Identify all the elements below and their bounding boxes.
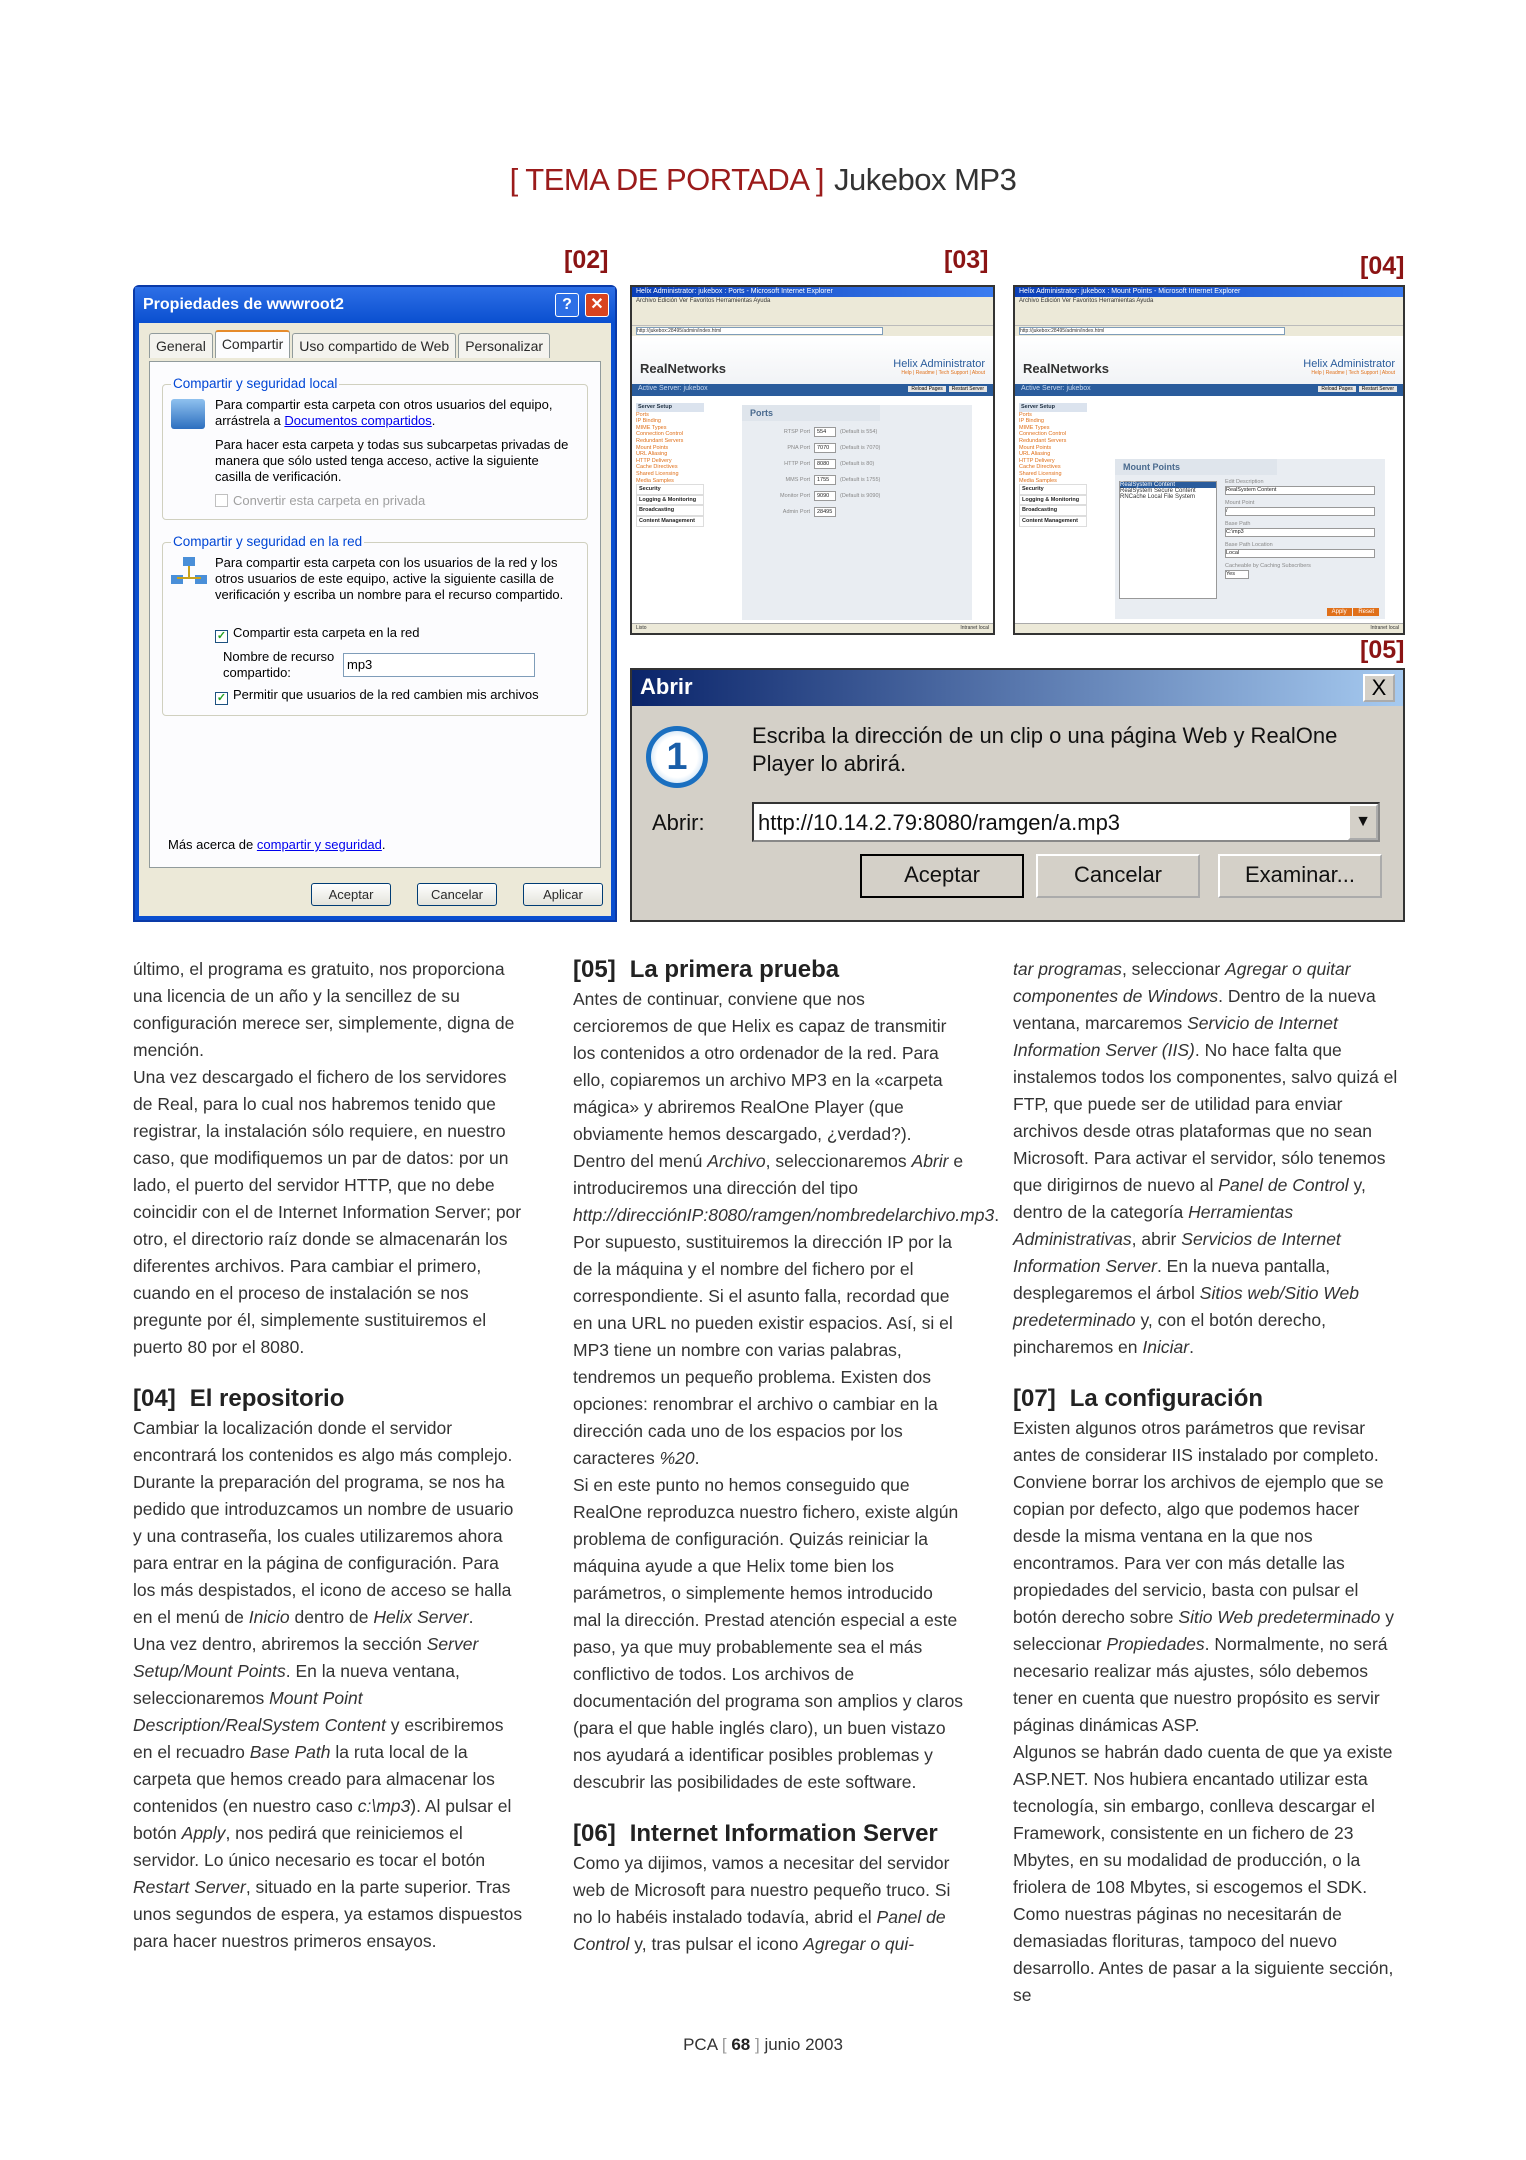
paragraph — [573, 1850, 965, 1958]
side-nav-group[interactable]: Broadcasting — [636, 505, 704, 516]
port-default-note: (Default is 7070) — [840, 445, 881, 451]
local-sharing-group: Compartir y seguridad local Para compartir esta carpeta con otros usuarios del equipo, arrástrela a Documentos compartidos. Para hacer esta carpeta y todas sus subcarpetas privadas de manera que sólo usted tenga acceso, active la siguiente casilla de verificación. Convertir esta carpeta en privada — [162, 384, 588, 520]
port-input[interactable]: 554 — [814, 427, 836, 437]
side-nav-item[interactable]: Connection Control — [1019, 431, 1067, 438]
section-number: [04] — [133, 1385, 176, 1412]
properties-dialog: Propiedades de wwwroot2 ? ✕ General Compartir Uso compartido de Web Personalizar Compartir y seguridad local Para compartir esta carpeta con otros usuarios del equipo, arrástrela a Documentos compartidos. Para hacer esta carpeta y todas sus subcarpetas privadas de manera que sólo usted tenga acceso, active la siguiente casilla de verificación. Convertir esta carpeta en privada Compartir y seguridad en la red Para compartir esta carpeta con los usuarios de la red y los otros usuarios de este equipo, active la siguiente casilla de verificación y escriba un nombre para el recurso compartido. ✓ Compartir esta carpeta en la red Nombre de recurso compartido: mp3 ✓ Permitir que usuarios de la red cambien mis archivos Más acerca de compartir y seguridad. Aceptar Cancelar Aplicar — [133, 285, 617, 922]
side-nav-group[interactable]: Logging & Monitoring — [636, 495, 704, 506]
emphasis-text: Herramientas Administrativas — [1013, 1202, 1294, 1249]
emphasis-text: Restart Server — [133, 1877, 246, 1897]
side-nav-item[interactable]: Shared Licensing — [1019, 470, 1062, 477]
side-nav-item[interactable]: Cache Directives — [1019, 464, 1061, 471]
emphasis-text: http://direcciónIP:8080/ramgen/nombredelarchivo.mp3 — [573, 1205, 995, 1225]
group-label: Compartir y seguridad en la red — [173, 534, 363, 549]
emphasis-text: Sitios web/Sitio Web predeterminado — [1013, 1283, 1359, 1330]
port-row — [742, 507, 972, 517]
side-nav-item[interactable]: Ports — [1019, 411, 1032, 418]
side-nav-item[interactable]: Ports — [636, 411, 649, 418]
side-nav-item[interactable]: Mount Points — [1019, 444, 1052, 451]
dialog-title: Propiedades de wwwroot2 — [135, 287, 615, 323]
section-heading — [573, 1820, 965, 1848]
emphasis-text: Mount Point Description/RealSystem Content — [133, 1688, 386, 1735]
port-input[interactable]: 28495 — [814, 507, 836, 517]
side-nav-item[interactable]: IP Binding — [1019, 418, 1044, 425]
magazine-name: PCA — [683, 2035, 718, 2054]
field-label: Cacheable by Caching Subscribers — [1225, 563, 1311, 569]
page-number: 68 — [731, 2035, 751, 2054]
body-text: , seleccionaremos — [765, 1151, 912, 1171]
active-server: Active Server: jukebox — [1021, 385, 1091, 392]
body-text: Si en este punto no hemos conseguido que RealOne reproduzca nuestro fichero, existe algún problema de configuración. Quizás reiniciar la máquina ayude a que Helix tome bien los parámetros, o simplemente hemos introducido mal la dirección. Prestad atención especial a este paso, ya que muy probablemente sea el más conflictivo de todos. Los archivos de documentación del programa son amplios y claros (para el que hable inglés claro), un buen vistazo nos ayudará a identificar posibles problemas y descubrir las posibilidades de este software. — [573, 1475, 964, 1792]
side-nav-item[interactable]: HTTP Delivery — [1019, 457, 1055, 464]
product-name: Helix Administrator — [893, 358, 985, 370]
field-label: Base Path — [1225, 521, 1251, 527]
private-checkbox[interactable]: Convertir esta carpeta en privada — [215, 493, 577, 509]
window-title: Helix Administrator: jukebox : Mount Points - Microsoft Internet Explorer — [1015, 287, 1403, 297]
emphasis-text: Base Path — [249, 1742, 331, 1762]
help-links[interactable]: Help | Readme | Tech Support | About — [1311, 370, 1395, 376]
body-text: . — [694, 1448, 700, 1468]
port-label: Admin Port — [782, 509, 810, 515]
body-text: . En la nueva pantalla, desplegaremos el árbol — [1013, 1256, 1331, 1303]
paragraph — [133, 1631, 525, 1955]
zone-text: Intranet local — [960, 625, 989, 631]
section-number: [05] — [573, 956, 616, 983]
port-label: HTTP Port — [784, 461, 810, 467]
network-text: Para compartir esta carpeta con los usuarios de la red y los otros usuarios de este equipo, active la siguiente casilla de verificación y escriba un nombre para el recurso compartido. — [215, 555, 564, 602]
port-input[interactable]: 9090 — [814, 491, 836, 501]
address-bar[interactable]: http://jukebox:28495/admin/index.html — [636, 327, 883, 335]
side-nav-item[interactable]: URL Aliasing — [636, 451, 668, 458]
side-head: Server Setup — [636, 403, 704, 412]
body-text: . En la nueva ventana, seleccionaremos — [133, 1661, 460, 1708]
section-title: El repositorio — [189, 1385, 345, 1412]
tab-personalizar[interactable]: Personalizar — [458, 333, 550, 358]
emphasis-text: Agregar o qui- — [803, 1934, 915, 1954]
emphasis-text: Propiedades — [1106, 1634, 1205, 1654]
list-item[interactable]: RNCache Local File System — [1120, 494, 1196, 500]
paragraph — [133, 1064, 525, 1361]
article-title: Jukebox MP3 — [834, 162, 1017, 197]
dialog-title: Abrir — [632, 670, 1403, 706]
mount-point-input[interactable]: / — [1225, 507, 1375, 516]
field-label: Base Path Location — [1225, 542, 1273, 548]
side-nav-item[interactable]: HTTP Delivery — [636, 457, 672, 464]
body-text: , nos pedirá que reiniciemos el servidor. Lo único necesario es tocar el botón — [133, 1823, 486, 1870]
body-text: Antes de continuar, conviene que nos cercioremos de que Helix es capaz de transmitir los contenidos a otro ordenador de la red. Para ello, copiaremos un archivo MP3 en la «carpeta mágica» y abriremos RealOne Player (que obviamente hemos descargado, ¿verdad?). Dentro del menú — [573, 989, 947, 1171]
body-text: y, con el botón derecho, pincharemos en — [1013, 1310, 1326, 1357]
section-number: [06] — [573, 1820, 616, 1847]
emphasis-text: Archivo — [707, 1151, 766, 1171]
emphasis-text: Helix Server — [373, 1607, 469, 1627]
body-text: último, el programa es gratuito, nos proporciona una licencia de un año y la sencillez de su configuración merece ser, simplemente, digna de mención. — [133, 959, 515, 1060]
active-server: Active Server: jukebox — [638, 385, 708, 392]
section-heading — [573, 956, 965, 984]
side-nav-group[interactable]: Broadcasting — [1019, 505, 1087, 516]
body-text: . Por supuesto, sustituiremos la dirección IP por la de la máquina y el nombre del fichero por el correspondiente. Si el asunto falla, recordad que en una URL no pueden existir espacios. Así, si el MP3 tiene un nombre con varias palabras, tendremos un pequeño problema. Existen dos opciones: renombrar el archivo o cambiar en la dirección cada uno de los espacios por los caracteres — [573, 1205, 1000, 1468]
paragraph — [573, 1472, 965, 1796]
side-nav-item[interactable]: Media Samples — [636, 477, 674, 484]
emphasis-text: Sitio Web predeterminado — [1178, 1607, 1381, 1627]
body-text: y seleccionar — [1013, 1607, 1395, 1654]
body-text: , seleccionar — [1121, 959, 1226, 979]
computer-icon — [171, 399, 205, 429]
port-label: RTSP Port — [783, 429, 810, 435]
figure-label-04: [04] — [1360, 252, 1405, 280]
brand-logo: RealNetworks — [1023, 361, 1109, 376]
helix-ports-screenshot — [630, 285, 995, 635]
network-sharing-group — [162, 534, 588, 716]
emphasis-text: Panel de Control — [573, 1907, 946, 1954]
emphasis-text: Panel de Control — [1218, 1175, 1349, 1195]
side-nav — [636, 403, 704, 527]
share-name-label: Nombre de recurso compartido: — [223, 649, 335, 680]
section-heading — [133, 1385, 525, 1413]
local-text: Para compartir esta carpeta con otros usuarios del equipo, arrástrela a — [215, 397, 553, 428]
paragraph — [573, 986, 1000, 1472]
brand-logo: RealNetworks — [640, 361, 726, 376]
zone-text: Intranet local — [1370, 625, 1399, 631]
body-text: , abrir — [1131, 1229, 1182, 1249]
open-label: Abrir: — [652, 810, 705, 835]
panel-title: Mount Points — [1115, 459, 1277, 475]
cancel-button[interactable]: Cancelar — [1036, 854, 1200, 898]
port-default-note: (Default is 80) — [840, 461, 875, 467]
product-name: Helix Administrator — [1303, 358, 1395, 370]
cacheable-select[interactable]: Yes — [1225, 570, 1249, 579]
share-name-input[interactable]: mp3 — [343, 653, 535, 677]
tab-compartir[interactable]: Compartir — [215, 330, 290, 358]
base-path-input[interactable]: C:\mp3 — [1225, 528, 1375, 537]
reload-button[interactable]: Reload Pages — [1318, 386, 1355, 392]
ok-button[interactable]: Aceptar — [860, 854, 1024, 898]
paragraph — [133, 956, 525, 1064]
port-default-note: (Default is 1755) — [840, 477, 881, 483]
edit-description-input[interactable]: RealSystem Content — [1225, 486, 1375, 495]
paragraph — [133, 1415, 525, 1631]
browse-button[interactable]: Examinar... — [1218, 854, 1382, 898]
emphasis-text: Servicio de Internet Information Server (IIS) — [1013, 1013, 1338, 1060]
side-nav-item[interactable]: Media Samples — [1019, 477, 1057, 484]
address-bar[interactable]: http://jukebox:28495/admin/index.html — [1019, 327, 1285, 335]
help-links[interactable]: Help | Readme | Tech Support | About — [901, 370, 985, 376]
helix-mounts-screenshot — [1013, 285, 1405, 635]
port-row — [742, 459, 972, 469]
side-nav-group[interactable]: Logging & Monitoring — [1019, 495, 1087, 506]
apply-button[interactable]: Apply — [1327, 608, 1352, 616]
section-title: Internet Information Server — [629, 1820, 938, 1847]
side-head: Server Setup — [1019, 403, 1087, 412]
body-text: . — [468, 1607, 474, 1627]
paragraph — [1013, 956, 1405, 1361]
article-column-2 — [573, 956, 1000, 1958]
open-dialog — [630, 668, 1405, 922]
list-item[interactable]: RealSystem Content — [1120, 482, 1216, 488]
status-text: Listo — [636, 625, 647, 631]
side-nav-item[interactable]: Redundant Servers — [1019, 437, 1067, 444]
body-text: dentro de — [289, 1607, 374, 1627]
port-input[interactable]: 7070 — [814, 443, 836, 453]
restart-button[interactable]: Restart Server — [1359, 386, 1397, 392]
apply-button[interactable]: Aplicar — [523, 883, 603, 906]
side-nav-item[interactable]: Mount Points — [636, 444, 669, 451]
window-title: Helix Administrator: jukebox : Ports - Microsoft Internet Explorer — [632, 287, 993, 297]
article-column-3 — [1013, 956, 1405, 2009]
page-footer: PCA [ 68 ] junio 2003 — [683, 2035, 843, 2054]
body-text: . Normalmente, no será necesario realizar más ajustes, sólo debemos tener en cuenta que nuestro propósito es servir páginas dinámicas ASP. — [1013, 1634, 1388, 1735]
section-number: [07] — [1013, 1385, 1056, 1412]
port-row — [742, 443, 972, 453]
share-checkbox[interactable]: ✓ Compartir esta carpeta en la red — [216, 625, 420, 642]
body-text: Una vez dentro, abriremos la sección — [133, 1634, 427, 1654]
body-text: e introduciremos una dirección del tipo — [573, 1151, 964, 1198]
issue-date: junio 2003 — [764, 2035, 843, 2054]
port-input[interactable]: 1755 — [814, 475, 836, 485]
emphasis-text: Iniciar — [1142, 1337, 1190, 1357]
port-label: Monitor Port — [780, 493, 810, 499]
mounts-panel — [1115, 459, 1385, 619]
emphasis-text: Inicio — [248, 1607, 290, 1627]
figure-label-02: [02] — [564, 246, 609, 274]
close-button[interactable]: X — [1363, 674, 1395, 702]
tab-general[interactable]: General — [149, 333, 213, 358]
paragraph — [1013, 1739, 1405, 2009]
section-label: [ TEMA DE PORTADA ] — [509, 162, 825, 197]
more-text: Más acerca de — [168, 837, 254, 852]
side-nav-group[interactable]: Content Management — [1019, 516, 1087, 527]
figure-label-03: [03] — [944, 246, 989, 274]
sharing-security-link[interactable]: compartir y seguridad — [256, 837, 382, 852]
reset-button[interactable]: Reset — [1353, 608, 1379, 616]
port-row — [742, 491, 972, 501]
field-label: Edit Description — [1225, 479, 1264, 485]
panel-title: Ports — [742, 405, 880, 421]
field-label: Mount Point — [1225, 500, 1255, 506]
info-icon: 1 — [646, 726, 708, 788]
paragraph — [1013, 1415, 1405, 1739]
section-title: La configuración — [1069, 1385, 1264, 1412]
body-text: y, tras pulsar el icono — [629, 1934, 804, 1954]
side-nav — [1019, 403, 1087, 527]
body-text: y, dentro de la categoría — [1013, 1175, 1366, 1222]
allow-changes-checkbox[interactable]: ✓ Permitir que usuarios de la red cambien mis archivos — [216, 687, 539, 704]
toolbar — [1015, 306, 1403, 326]
figure-label-05: [05] — [1360, 636, 1405, 664]
body-text: Una vez descargado el fichero de los servidores de Real, para lo cual nos habremos tenido que registrar, la instalación sólo requiere, en nuestro caso, que modifiquemos un par de datos: por un lado, el puerto del servidor HTTP, que no debe coincidir con el de Internet Information Server; por otro, el directorio raíz donde se almacenarán los diferentes archivos. Para cambiar el primero, cuando en el proceso de instalación se nos pregunte por él, simplemente sustituiremos el puerto 80 por el 8080. — [133, 1067, 522, 1357]
port-default-note: (Default is 554) — [840, 429, 878, 435]
emphasis-text: %20 — [659, 1448, 695, 1468]
emphasis-text: Servicios de Internet Information Server — [1013, 1229, 1341, 1276]
ok-button[interactable]: Aceptar — [311, 883, 391, 906]
location-select[interactable]: Local — [1225, 549, 1375, 558]
section-heading — [1013, 1385, 1405, 1413]
section-title: La primera prueba — [629, 956, 840, 983]
emphasis-text: Abrir — [911, 1151, 949, 1171]
side-nav-item[interactable]: Redundant Servers — [636, 437, 684, 444]
side-nav-group[interactable]: Content Management — [636, 516, 704, 527]
article-column-1 — [133, 956, 525, 1955]
port-label: MMS Port — [785, 477, 810, 483]
port-input[interactable]: 8080 — [814, 459, 836, 469]
group-label: Compartir y seguridad local — [173, 376, 338, 391]
network-icon — [171, 557, 207, 587]
side-nav-item[interactable]: IP Binding — [636, 418, 661, 425]
side-nav-item[interactable]: Shared Licensing — [636, 470, 679, 477]
body-text: Cambiar la localización donde el servidor encontrará los contenidos es algo más complejo. Durante la preparación del programa, se nos ha pedido que introduzcamos un nombre de usuario y una contraseña, los cuales utilizaremos ahora para entrar en la página de configuración. Para los más despistados, el icono de acceso se halla en el menú de — [133, 1418, 514, 1627]
tab-web-sharing[interactable]: Uso compartido de Web — [292, 333, 456, 358]
reload-button[interactable]: Reload Pages — [908, 386, 945, 392]
side-nav-item[interactable]: Connection Control — [636, 431, 684, 438]
body-text: ). Al pulsar el botón — [133, 1796, 512, 1843]
port-row — [742, 427, 972, 437]
help-button[interactable]: ? — [555, 293, 579, 317]
emphasis-text: tar programas — [1013, 959, 1122, 979]
page-header — [0, 162, 1526, 198]
close-button[interactable]: ✕ — [585, 293, 609, 317]
emphasis-text: Agregar o quitar componentes de Windows — [1013, 959, 1351, 1006]
body-text: . No hace falta que instalemos todos los componentes, salvo quizá el FTP, que puede ser de utilidad para enviar archivos desde otras plataformas que no sean Microsoft. Para activar el servidor, sólo tenemos que dirigirnos de nuevo al — [1013, 1040, 1398, 1195]
emphasis-text: c:\mp3 — [357, 1796, 411, 1816]
cancel-button[interactable]: Cancelar — [417, 883, 497, 906]
dialog-message: Escriba la dirección de un clip o una página Web y RealOne Player lo abrirá. — [752, 723, 1338, 776]
restart-button[interactable]: Restart Server — [949, 386, 987, 392]
toolbar — [632, 306, 993, 326]
menu-bar: Archivo Edición Ver Favoritos Herramientas Ayuda — [632, 297, 993, 306]
url-value[interactable]: http://10.14.2.79:8080/ramgen/a.mp3 — [758, 810, 1121, 835]
side-nav-group[interactable]: Security — [1019, 484, 1087, 495]
side-nav-item[interactable]: Cache Directives — [636, 464, 678, 471]
emphasis-text: Server Setup/Mount Points — [133, 1634, 479, 1681]
side-nav-item[interactable]: MIME Types — [636, 424, 667, 431]
body-text: y escribiremos en el recuadro — [133, 1715, 504, 1762]
shared-docs-link[interactable]: Documentos compartidos — [284, 413, 432, 428]
side-nav-item[interactable]: MIME Types — [1019, 424, 1050, 431]
mount-list[interactable] — [1119, 481, 1217, 599]
port-row — [742, 475, 972, 485]
side-nav-group[interactable]: Security — [636, 484, 704, 495]
side-nav-item[interactable]: URL Aliasing — [1019, 451, 1051, 458]
body-text: Algunos se habrán dado cuenta de que ya existe ASP.NET. Nos hubiera encantado utilizar esta tecnología, sin embargo, conlleva descargar el Framework, consistente en un fichero de 23 Mbytes, en su modalidad de producción, o la friolera de 108 Mbytes, si escogemos el SDK. Como nuestras páginas no necesitarán de demasiadas florituras, tampoco del nuevo desarrollo. Antes de pasar a la siguiente sección, se — [1013, 1742, 1394, 2005]
chevron-down-icon[interactable]: ▼ — [1348, 804, 1378, 840]
body-text: la ruta local de la carpeta que hemos creado para almacenar los contenidos (en nuestro caso — [133, 1742, 495, 1816]
url-combobox[interactable] — [752, 802, 1380, 842]
list-item[interactable]: RealSystem Secure Content — [1120, 488, 1196, 494]
body-text: Existen algunos otros parámetros que revisar antes de considerar IIS instalado por completo. Conviene borrar los archivos de ejemplo que se copian por defecto, algo que podemos hacer desde la misma ventana en la que nos encontramos. Para ver con más detalle las propiedades del servicio, basta con pulsar el botón derecho sobre — [1013, 1418, 1384, 1627]
emphasis-text: Apply — [181, 1823, 226, 1843]
body-text: , situado en la parte superior. Tras unos segundos de espera, ya estamos dispuestos para hacer nuestros primeros ensayos. — [133, 1877, 523, 1951]
body-text: Como ya dijimos, vamos a necesitar del servidor web de Microsoft para nuestro pequeño truco. Si no lo habéis instalado todavía, abrid el — [573, 1853, 951, 1927]
port-default-note: (Default is 9090) — [840, 493, 881, 499]
ports-panel — [742, 405, 972, 620]
menu-bar: Archivo Edición Ver Favoritos Herramientas Ayuda — [1015, 297, 1403, 306]
body-text: . — [1189, 1337, 1194, 1357]
port-label: PNA Port — [787, 445, 810, 451]
private-text: Para hacer esta carpeta y todas sus subcarpetas privadas de manera que sólo usted tenga acceso, active la siguiente casilla de verificación. — [215, 437, 569, 484]
body-text: . Dentro de la nueva ventana, marcaremos — [1013, 986, 1376, 1033]
